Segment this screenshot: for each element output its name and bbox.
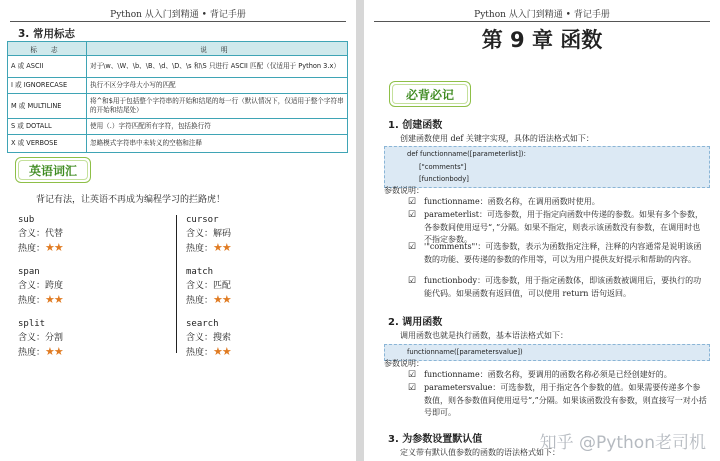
star-icon: ★ <box>53 293 63 306</box>
table-row <box>8 56 348 78</box>
section-heading: 2. 调用函数 <box>388 317 443 328</box>
star-icon: ★ <box>45 345 54 358</box>
vocab-meaning: 含义：匹配 <box>186 281 232 291</box>
vocab-heat <box>186 345 326 360</box>
intro-text: 背记有法，让英语不再成为编程学习的拦路虎！ <box>36 195 226 205</box>
heat-label: 热度： <box>18 348 46 358</box>
star-icon: ★ <box>45 241 54 254</box>
star-icon: ★ <box>53 241 63 254</box>
code-line: ["comments"] <box>419 162 467 171</box>
checkbox-icon: ☑ <box>408 276 417 286</box>
left-page <box>0 0 356 461</box>
heat-label: 热度： <box>186 348 214 358</box>
flag-name: I 或 IGNORECASE <box>8 78 87 94</box>
star-icon: ★ <box>213 293 222 306</box>
vocab-meaning: 含义：分割 <box>18 333 64 343</box>
section-heading: 1. 创建函数 <box>388 120 443 131</box>
chapter-title: 第 9 章 函数 <box>481 28 603 52</box>
params-label: 参数说明： <box>384 359 424 368</box>
vocab-word: match <box>186 267 214 277</box>
vocab-heat <box>18 241 158 256</box>
section-badge: 英语词汇 <box>15 157 91 183</box>
section-intro: 调用函数也就是执行函数，基本语法格式如下： <box>400 331 568 340</box>
header-rule <box>10 21 346 22</box>
table-row <box>8 94 348 119</box>
heat-label: 热度： <box>186 296 214 306</box>
section-heading: 3. 为参数设置默认值 <box>388 434 483 445</box>
checkbox-icon: ☑ <box>408 383 417 393</box>
list-item <box>408 196 708 209</box>
vocab-item <box>186 213 326 265</box>
code-line: def functionname([parameterlist]): <box>407 150 526 158</box>
vocab-meaning: 含义：搜索 <box>186 333 232 343</box>
list-item-text: functionbody：可选参数，用于指定函数体，即该函数被调用后，要执行的功能代码。如果函数有返回值，可以使用 return 语句返回。 <box>424 276 702 298</box>
checkbox-icon: ☑ <box>408 370 417 380</box>
vocab-item <box>18 265 158 317</box>
right-page <box>364 0 720 461</box>
section-badge: 必背必记 <box>389 81 471 107</box>
list-item <box>408 369 708 382</box>
vocab-item <box>186 265 326 317</box>
rating-stars <box>45 241 63 256</box>
star-icon: ★ <box>213 241 222 254</box>
table-row <box>8 119 348 135</box>
flag-desc: 执行不区分字母大小写的匹配 <box>87 78 348 94</box>
column-header: 说 明 <box>87 42 348 56</box>
page-header: Python 从入门到精通 • 背记手册 <box>110 10 246 20</box>
page-gutter <box>356 0 364 461</box>
rating-stars <box>213 345 231 360</box>
vocab-item <box>186 317 326 369</box>
star-icon: ★ <box>221 345 231 358</box>
flag-desc: 忽略模式字符串中未转义的空格和注释 <box>87 135 348 153</box>
heat-label: 热度： <box>18 244 46 254</box>
watermark: 知乎 @Python老司机 <box>539 433 706 453</box>
vocab-word: split <box>18 319 46 329</box>
list-item-text: functionname：函数名称，要调用的函数名称必须是已经创建好的。 <box>424 370 672 379</box>
heat-label: 热度： <box>186 244 214 254</box>
list-item-text: parametersvalue：可选参数，用于指定各个参数的值。如果需要传递多个参数值，则各参数值间使用逗号“,”分隔。如果该函数没有参数，则直接写一对小括号即可。 <box>424 383 707 417</box>
vocab-heat <box>186 293 326 308</box>
params-label: 参数说明： <box>384 186 424 195</box>
section-intro: 创建函数使用 def 关键字实现，具体的语法格式如下： <box>400 134 594 143</box>
vocab-word: cursor <box>186 215 219 225</box>
vocab-column-left <box>18 213 158 369</box>
table-row <box>8 135 348 153</box>
list-item <box>408 275 708 300</box>
star-icon: ★ <box>53 345 63 358</box>
vocab-word: span <box>18 267 40 277</box>
table-header-row <box>8 42 348 56</box>
star-icon: ★ <box>221 293 231 306</box>
list-item-text: functionname：函数名称，在调用函数时使用。 <box>424 197 600 206</box>
rating-stars <box>213 241 231 256</box>
table-row <box>8 78 348 94</box>
flag-desc: 使用（.）字符匹配所有字符，包括换行符 <box>87 119 348 135</box>
list-item-text: '"comments"'：可选参数，表示为函数指定注释，注释的内容通常是说明该函数的功能、要传递的参数的作用等，可以为用户提供友好提示和帮助的内容。 <box>424 242 702 264</box>
flag-name: S 或 DOTALL <box>8 119 87 135</box>
vocab-item <box>18 317 158 369</box>
heat-label: 热度： <box>18 296 46 306</box>
header-rule <box>374 21 710 22</box>
checkbox-icon: ☑ <box>408 242 417 252</box>
code-line: functionname([parametersvalue]) <box>407 348 523 356</box>
checkbox-icon: ☑ <box>408 210 417 220</box>
vocab-meaning: 含义：跨度 <box>18 281 64 291</box>
rating-stars <box>213 293 231 308</box>
list-item <box>408 382 708 420</box>
list-item <box>408 241 708 266</box>
vocab-word: search <box>186 319 219 329</box>
list-item-text: parameterlist：可选参数，用于指定向函数中传递的参数。如果有多个参数，各参数间使用逗号“，”分隔。如果不指定，则表示该函数没有参数，在调用时也不指定参数。 <box>424 210 704 244</box>
page-header: Python 从入门到精通 • 背记手册 <box>474 10 610 20</box>
rating-stars <box>45 293 63 308</box>
vocab-word: sub <box>18 215 35 225</box>
vocab-item <box>18 213 158 265</box>
checkbox-icon: ☑ <box>408 197 417 207</box>
code-block <box>384 146 710 188</box>
vocab-meaning: 含义：解码 <box>186 229 232 239</box>
code-line: [functionbody] <box>419 175 469 183</box>
vocab-heat <box>18 345 158 360</box>
flag-desc: 对于\w、\W、\b、\B、\d、\D、\s 和\S 只进行 ASCII 匹配（仅适用于 Python 3.x） <box>87 56 348 78</box>
vocab-heat <box>18 293 158 308</box>
star-icon: ★ <box>221 241 231 254</box>
section-title: 3. 常用标志 <box>18 28 75 40</box>
flag-desc: 将^和$用于包括整个字符串的开始和结尾的每一行（默认情况下，仅适用于整个字符串的开始和结尾处） <box>87 94 348 119</box>
vocab-heat <box>186 241 326 256</box>
flag-name: M 或 MULTILINE <box>8 94 87 119</box>
star-icon: ★ <box>213 345 222 358</box>
rating-stars <box>45 345 63 360</box>
vocab-column-right <box>186 213 326 369</box>
flags-table <box>7 41 348 153</box>
flag-name: A 或 ASCII <box>8 56 87 78</box>
section-intro: 定义带有默认值参数的函数的语法格式如下： <box>400 448 560 457</box>
column-header: 标 志 <box>8 42 87 56</box>
vocab-meaning: 含义：代替 <box>18 229 64 239</box>
star-icon: ★ <box>45 293 54 306</box>
flag-name: X 或 VERBOSE <box>8 135 87 153</box>
column-divider <box>176 215 177 353</box>
code-block <box>384 344 710 361</box>
